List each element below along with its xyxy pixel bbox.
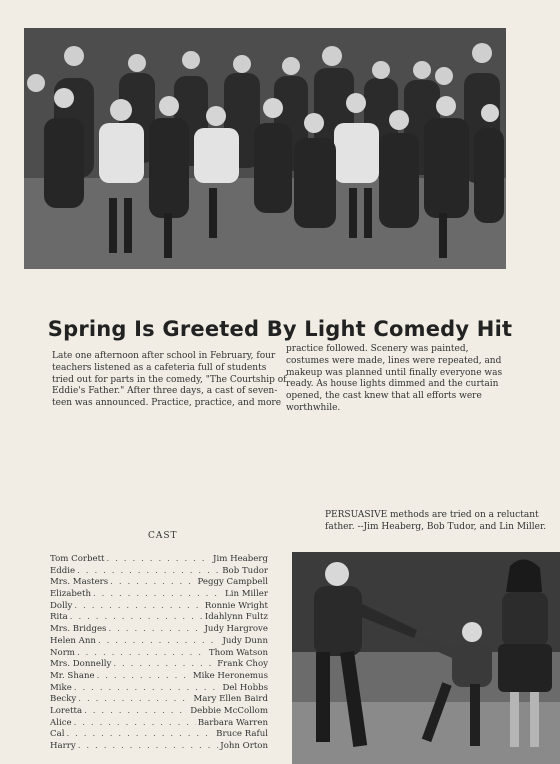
dot-leader [108,624,202,634]
dot-leader [93,589,223,599]
dot-leader [78,741,219,751]
dot-leader [84,706,188,716]
dot-leader [74,601,203,611]
dot-leader [74,718,196,728]
article-headline: Spring Is Greeted By Light Comedy Hit [47,317,513,342]
dot-leader [110,577,195,587]
cast-row [50,729,268,741]
cast-row [50,694,268,706]
cast-actor: Bob Tudor [222,565,268,576]
cast-actor: Judy Dunn [222,635,268,646]
cast-role: Mr. Shane [50,670,95,681]
cast-list [50,554,268,753]
cast-role: Harry [50,741,76,751]
cast-actor: Idahlynn Fultz [204,612,268,623]
cast-row [50,589,268,601]
article-text-left: Late one afternoon after school in February, four teachers listened as a cafeteria full of students tried out for parts in the comedy, "The Courtship of Eddie's Father." After three days, a cast of seven-teen was announced. Practice, practice, and more [52,351,287,409]
cast-row [50,636,268,648]
cast-group-photo-figures [24,28,506,269]
cast-role: Alice [50,717,72,728]
cast-role: Rita [50,612,68,623]
cast-role: Dolly [50,600,73,611]
cast-row [50,659,268,671]
dot-leader [98,636,220,646]
cast-role: Cal [50,729,65,740]
cast-actor: Bruce Raful [216,729,268,740]
cast-row [50,706,268,718]
cast-row [50,612,268,624]
cast-row [50,554,268,566]
cast-role: Tom Corbett [50,554,105,564]
cast-actor: Del Hobbs [222,682,268,693]
cast-actor: Barbara Warren [197,717,268,728]
cast-row [50,683,268,695]
cast-role: Loretta [50,705,83,716]
cast-role: Mrs. Bridges [50,624,107,635]
cast-actor: Peggy Campbell [197,577,268,588]
cast-role: Mrs. Donnelly [50,659,112,670]
cast-row [50,566,268,578]
cast-actor: John Orton [220,741,268,751]
cast-role: Mrs. Masters [50,577,109,588]
cast-role: Mike [50,682,72,693]
cast-actor: Jim Heaberg [213,554,268,564]
dot-leader [78,694,191,704]
cast-actor: Mike Heronemus [192,670,268,681]
cast-role: Elizabeth [50,589,91,600]
dot-leader [66,729,214,739]
cast-row [50,741,268,753]
dot-leader [70,612,203,622]
cast-row [50,718,268,730]
cast-role: Norm [50,647,75,658]
dot-leader [77,648,207,658]
cast-actor: Ronnie Wright [204,600,268,611]
cast-actor: Judy Hargrove [204,624,268,635]
cast-role: Becky [50,694,77,705]
cast-role: Helen Ann [50,635,96,646]
scene-photo-figures [292,552,560,764]
dot-leader [113,659,215,669]
scene-photo [292,552,560,764]
cast-row [50,601,268,613]
cast-role: Eddie [50,565,76,576]
photo-caption: PERSUASIVE methods are tried on a reluctant father. --Jim Heaberg, Bob Tudor, and Lin Miller. [325,510,547,532]
cast-actor: Mary Ellen Baird [193,694,268,705]
cast-heading: CAST [148,531,178,541]
cast-actor: Lin Miller [225,589,268,600]
cast-row [50,648,268,660]
cast-row [50,577,268,589]
cast-actor: Frank Choy [217,659,268,670]
cast-row [50,624,268,636]
dot-leader [106,554,211,564]
cast-actor: Thom Watson [208,647,268,658]
cast-group-photo [24,28,506,269]
cast-actor: Debbie McCollom [190,705,268,716]
dot-leader [74,683,221,693]
dot-leader [77,566,220,576]
cast-row [50,671,268,683]
dot-leader [97,671,191,681]
article-text-right: practice followed. Scenery was painted, costumes were made, lines were repeated, and makeup was planned until finally everyone was ready. As house lights dimmed and the curtain opened, the cast knew that all efforts were worthwhile. [286,344,503,413]
